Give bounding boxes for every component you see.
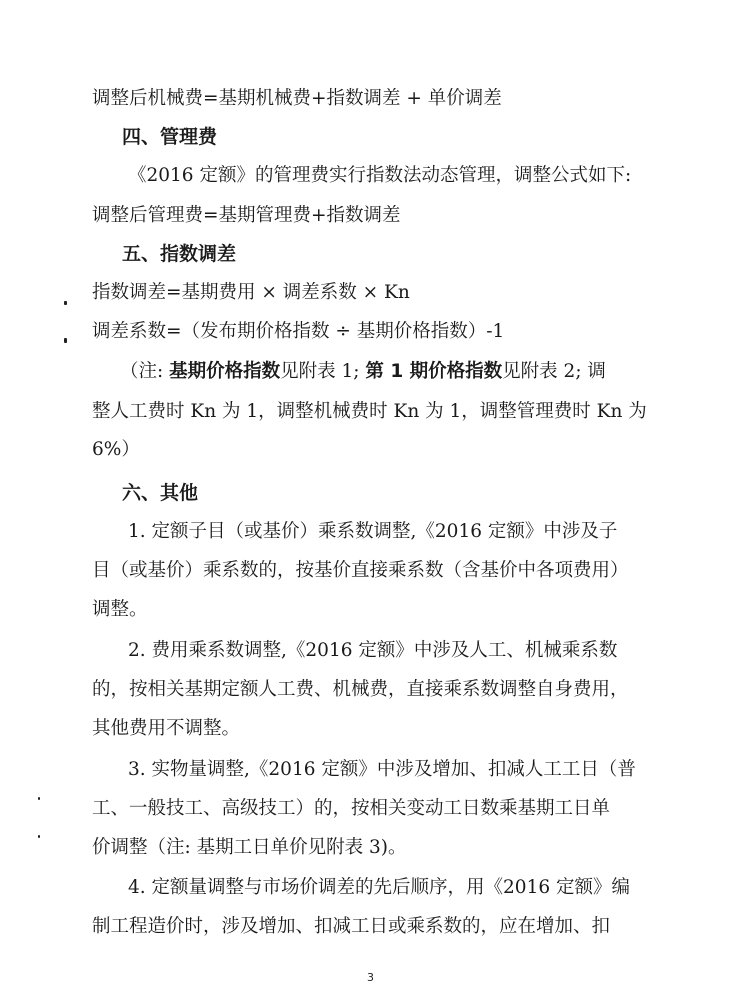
item-3-line-2: 工、一般技工、高级技工）的，按相关变动工日数乘基期工日单 [92, 798, 611, 819]
note-period-1-index: 第 1 期价格指数 [365, 361, 503, 382]
note-appendix-1: 见附表 1; [280, 361, 366, 382]
item-3-line-1: 3. 实物量调整,《2016 定额》中涉及增加、扣减人工工日（普 [128, 759, 636, 780]
item-2-line-2: 的，按相关基期定额人工费、机械费，直接乘系数调整自身费用， [92, 679, 629, 700]
note-kn-percent: 6%） [92, 439, 140, 460]
page-number: 3 [367, 971, 374, 984]
item-3-line-3: 价调整（注: 基期工日单价见附表 3)。 [92, 837, 407, 858]
scan-speck [38, 835, 40, 838]
section-heading-management-fee: 四、管理费 [122, 126, 218, 148]
formula-adjustment-coefficient: 调差系数=（发布期价格指数 ÷ 基期价格指数）-1 [92, 321, 505, 342]
note-kn-values: 整人工费时 Kn 为 1，调整机械费时 Kn 为 1，调整管理费时 Kn 为 [92, 401, 647, 422]
note-line [120, 363, 658, 382]
item-1-line-2: 目（或基价）乘系数的，按基价直接乘系数（含基价中各项费用） [92, 560, 629, 581]
scan-speck [64, 301, 67, 305]
note-open: （注: [120, 361, 170, 382]
item-1-line-3: 调整。 [92, 599, 148, 620]
formula-management-adjusted: 调整后管理费=基期管理费+指数调差 [92, 205, 401, 226]
section-heading-other: 六、其他 [122, 482, 199, 504]
item-2-line-1: 2. 费用乘系数调整,《2016 定额》中涉及人工、机械乘系数 [128, 640, 618, 661]
scan-speck [38, 797, 40, 800]
scan-speck [64, 338, 67, 343]
item-4-line-2: 制工程造价时，涉及增加、扣减工日或乘系数的，应在增加、扣 [92, 916, 611, 937]
item-1-line-1: 1. 定额子目（或基价）乘系数调整,《2016 定额》中涉及子 [128, 521, 618, 542]
formula-machinery-adjusted: 调整后机械费=基期机械费+指数调差 + 单价调差 [92, 88, 502, 109]
note-base-period-index: 基期价格指数 [169, 361, 281, 382]
section-heading-index-adjustment: 五、指数调差 [122, 243, 237, 265]
note-appendix-2: 见附表 2; 调 [502, 361, 606, 382]
formula-index-adjustment: 指数调差=基期费用 × 调差系数 × Kn [92, 282, 410, 303]
item-2-line-3: 其他费用不调整。 [92, 718, 241, 739]
management-fee-intro: 《2016 定额》的管理费实行指数法动态管理，调整公式如下: [128, 165, 632, 186]
item-4-line-1: 4. 定额量调整与市场价调差的先后顺序，用《2016 定额》编 [128, 877, 630, 898]
